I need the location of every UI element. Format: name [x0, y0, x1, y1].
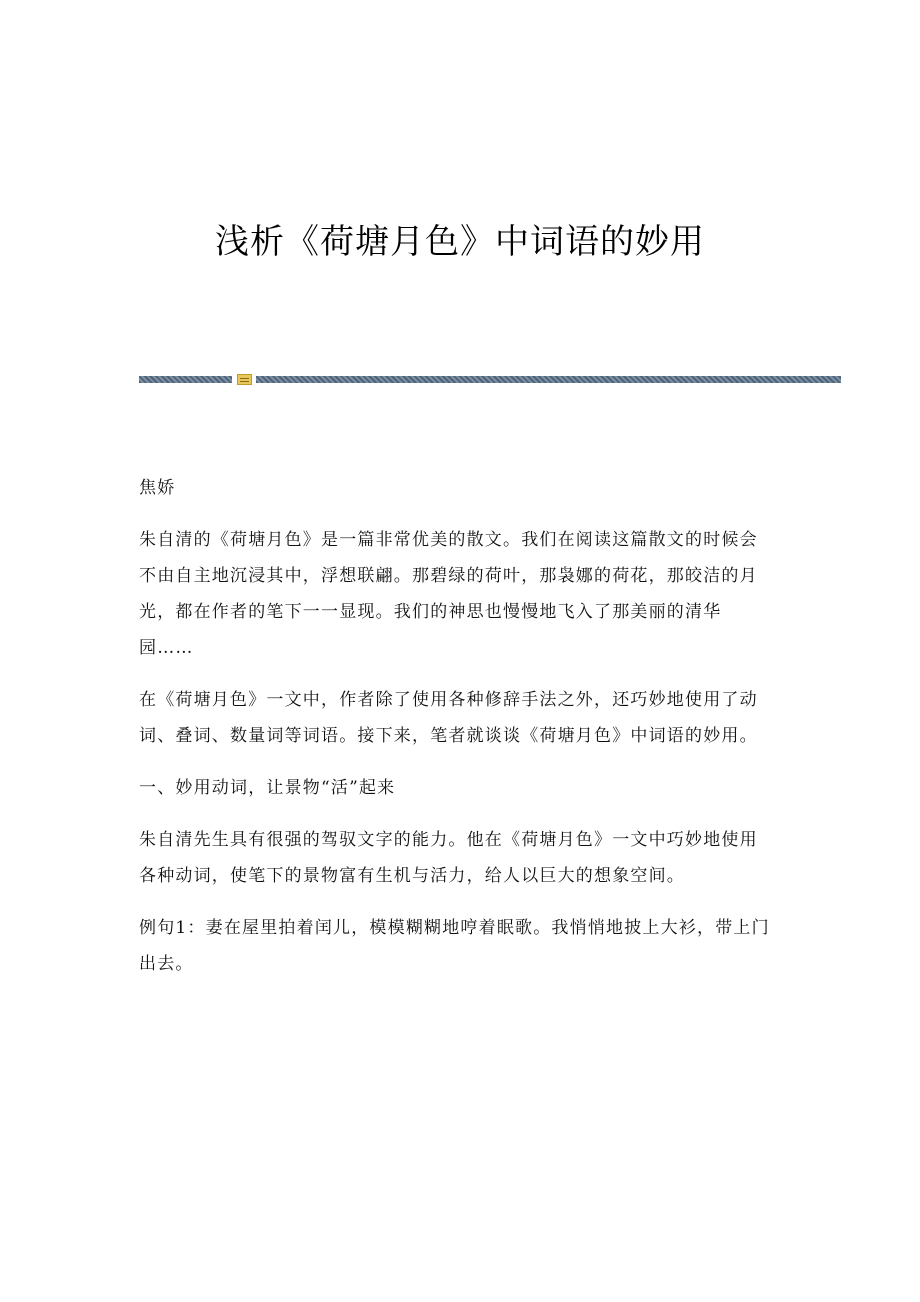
document-title: 浅析《荷塘月色》中词语的妙用 [215, 222, 705, 262]
section-heading: 一、妙用动词，让景物“活”起来 [139, 778, 396, 798]
divider-bar-left [139, 376, 232, 383]
paragraph-intro: 朱自清的《荷塘月色》是一篇非常优美的散文。我们在阅读这篇散文的时候会不由自主地沉浸其中，浮想联翩。那碧绿的荷叶，那袅娜的荷花，那皎洁的月光，都在作者的笔下一一显现。我们的神思也慢慢地飞入了那美丽的清华园…… [139, 530, 758, 658]
divider-ornament-icon [237, 374, 252, 385]
paragraph-verbs: 朱自清先生具有很强的驾驭文字的能力。他在《荷塘月色》一文中巧妙地使用各种动词，使笔下的景物富有生机与活力，给人以巨大的想象空间。 [139, 830, 758, 886]
paragraph-overview: 在《荷塘月色》一文中，作者除了使用各种修辞手法之外，还巧妙地使用了动词、叠词、数量词等词语。接下来，笔者就谈谈《荷塘月色》中词语的妙用。 [139, 690, 758, 746]
author-name: 焦娇 [139, 478, 176, 498]
document-body [139, 470, 774, 982]
divider-bar-right [256, 376, 841, 383]
title-divider [139, 374, 841, 385]
paragraph-example-1: 例句1：妻在屋里拍着闰儿，模模糊糊地哼着眠歌。我悄悄地披上大衫，带上门出去。 [139, 918, 770, 974]
